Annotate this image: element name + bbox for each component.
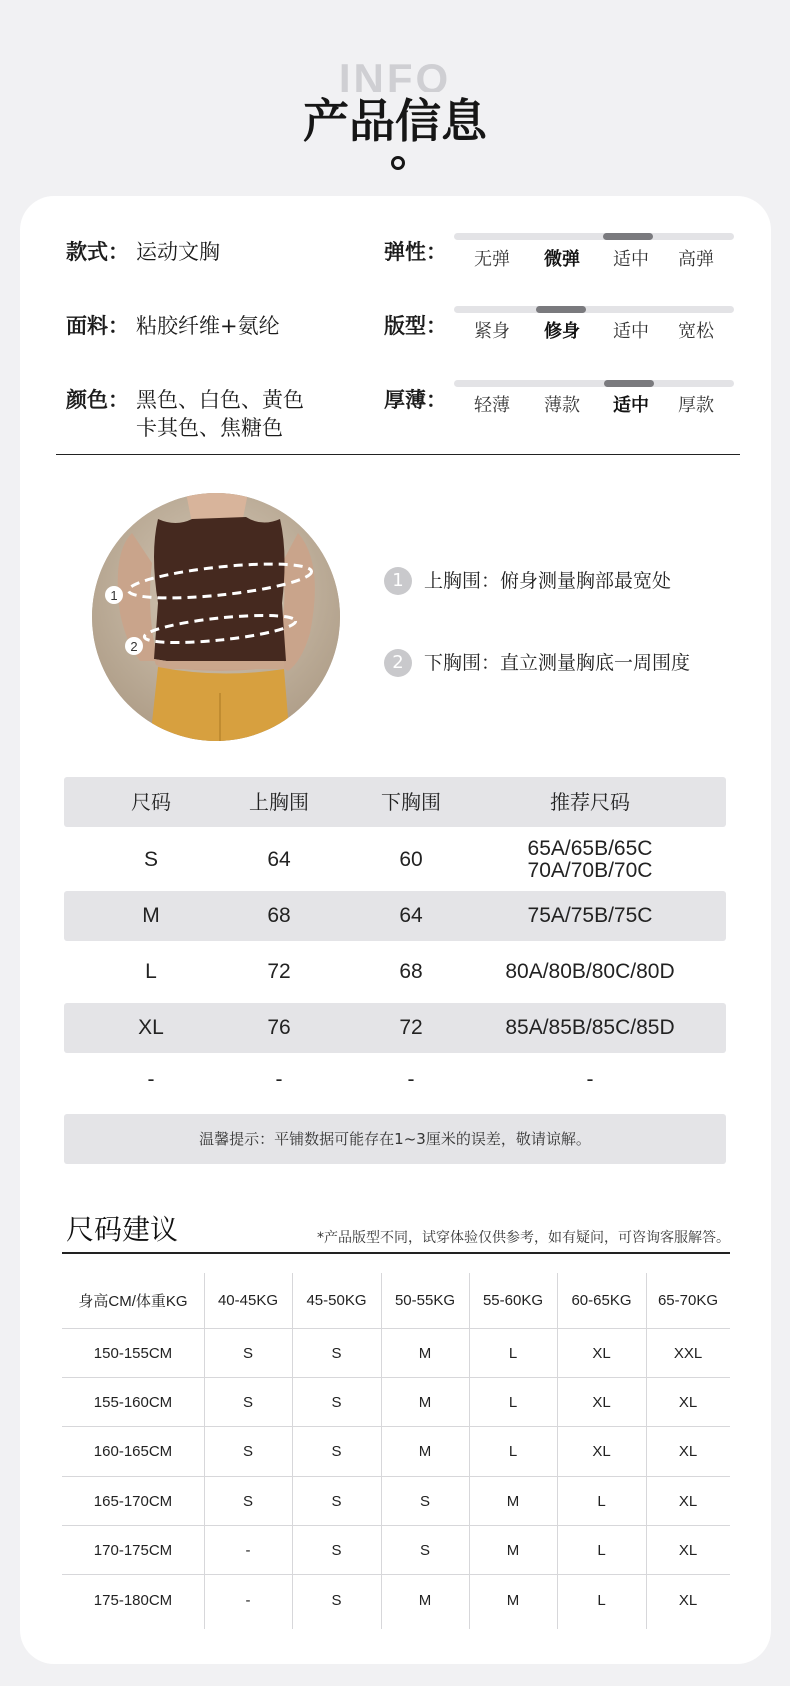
size-cell: S [242, 1492, 253, 1510]
size-cell: S [331, 1393, 342, 1411]
height-cell: 155-160CM [93, 1393, 173, 1411]
header-cell: 55-60KG [482, 1292, 544, 1309]
lower-cell: - [407, 1068, 415, 1091]
header-cell: 身高CM/体重KG [78, 1293, 188, 1310]
upper-cell: 76 [267, 1016, 291, 1039]
size-cell: S [242, 1443, 253, 1460]
scale-option: 微弹 [544, 249, 580, 270]
rec-line1: 65A/65B/65C [527, 837, 653, 860]
attr-label: 颜色： [66, 388, 129, 412]
height-cell: 170-175CM [93, 1541, 173, 1559]
size-cell: L [597, 1591, 606, 1609]
header-watermark: INFO [338, 58, 452, 92]
scale-option: 无弹 [474, 249, 510, 270]
measure-note-text: 上胸围：俯身测量胸部最宽处 [424, 570, 672, 592]
size-cell: M [418, 1591, 432, 1609]
size-cell: L [597, 1492, 606, 1510]
section-note: *产品版型不同，试穿体验仅供参考，如有疑问，可咨询客服解答。 [317, 1230, 730, 1246]
scale-track-fit [454, 306, 734, 313]
measurement-photo [92, 493, 340, 741]
recommend-table [62, 1273, 730, 1629]
scale-track-elasticity [454, 233, 734, 240]
measure-note-lower [384, 649, 690, 677]
size-cell: M [506, 1492, 520, 1510]
scale-option: 薄款 [544, 395, 580, 416]
rec-cell: - [586, 1068, 594, 1091]
marker-1: 1 [110, 588, 118, 603]
attr-style [66, 238, 366, 268]
section-divider [56, 454, 740, 455]
lower-cell: 72 [399, 1016, 423, 1039]
size-tip: 温馨提示：平铺数据可能存在1~3厘米的误差，敬请谅解。 [64, 1114, 726, 1164]
number-badge: 1 [384, 567, 412, 595]
header-cell: 40-45KG [217, 1292, 279, 1309]
measure-note-text: 下胸围：直立测量胸底一周围度 [424, 652, 691, 674]
size-cell: S [331, 1591, 342, 1609]
header-cell: 45-50KG [306, 1292, 367, 1309]
table-row [64, 947, 726, 997]
upper-cell: - [275, 1068, 283, 1091]
header-cell: 尺码 [131, 790, 171, 814]
size-cell: M [506, 1541, 520, 1559]
table-row [62, 1378, 730, 1427]
size-cell: M [142, 904, 160, 927]
attr-value: 运动文胸 [136, 240, 220, 264]
size-cell: M [418, 1344, 432, 1362]
section-title: 尺码建议 [66, 1213, 179, 1246]
size-cell: L [145, 960, 157, 983]
header-cell: 上胸围 [249, 790, 309, 814]
measure-note-upper [384, 567, 671, 595]
title-dot-icon [391, 156, 405, 170]
size-cell: S [419, 1541, 430, 1559]
size-cell: L [597, 1541, 606, 1559]
scale-option: 紧身 [474, 321, 510, 342]
scale-option: 适中 [613, 395, 649, 416]
attr-value: 黑色、白色、黄色 [136, 388, 304, 412]
table-row [62, 1575, 730, 1625]
size-cell: L [508, 1443, 518, 1460]
lower-cell: 68 [399, 960, 423, 983]
number-badge: 2 [384, 649, 412, 677]
size-cell: XL [138, 1016, 164, 1039]
lower-cell: 64 [399, 904, 423, 927]
attr-label: 面料： [66, 314, 129, 338]
table-row [64, 1003, 726, 1053]
rec-cell: 80A/80B/80C/80D [505, 960, 675, 983]
model-illustration [92, 493, 340, 741]
size-cell: L [508, 1393, 518, 1411]
table-row [62, 1427, 730, 1477]
marker-2: 2 [130, 639, 138, 654]
size-cell: XL [592, 1393, 611, 1411]
table-header [62, 1273, 730, 1329]
attr-colors [66, 386, 366, 446]
scale-indicator [536, 306, 586, 313]
size-cell: - [147, 1068, 155, 1091]
attr-label: 款式： [66, 240, 129, 264]
scale-option: 厚款 [678, 395, 714, 416]
height-cell: 150-155CM [93, 1344, 173, 1362]
scale-option: 宽松 [678, 321, 714, 342]
size-cell: XL [678, 1541, 698, 1559]
size-cell: S [331, 1541, 342, 1559]
size-table-header [64, 777, 726, 827]
size-table [64, 777, 726, 1091]
scale-label-elasticity: 弹性： [384, 240, 447, 264]
height-cell: 160-165CM [93, 1443, 173, 1460]
table-row [62, 1526, 730, 1575]
size-cell: M [418, 1443, 432, 1460]
scale-indicator [604, 380, 654, 387]
page-title: 产品信息 [303, 94, 487, 148]
header-cell: 50-55KG [394, 1292, 456, 1309]
rec-line2: 70A/70B/70C [527, 859, 653, 882]
size-cell: XL [678, 1393, 698, 1411]
size-cell: M [418, 1393, 432, 1411]
size-cell: S [419, 1492, 430, 1510]
header-cell: 60-65KG [571, 1292, 632, 1309]
lower-cell: 60 [399, 848, 423, 871]
scale-option: 适中 [613, 321, 649, 342]
header-cell: 推荐尺码 [550, 790, 630, 814]
height-cell: 165-170CM [93, 1492, 173, 1510]
scale-label-fit: 版型： [384, 314, 447, 338]
size-cell: XL [678, 1492, 698, 1510]
table-row [62, 1329, 730, 1378]
size-cell: M [506, 1591, 520, 1609]
table-row [64, 891, 726, 941]
header-cell: 下胸围 [381, 790, 441, 814]
scale-option: 轻薄 [474, 395, 510, 416]
attr-fabric [66, 312, 366, 342]
rec-cell: 85A/85B/85C/85D [505, 1016, 675, 1039]
size-cell: XL [678, 1591, 698, 1609]
height-cell: 175-180CM [93, 1591, 173, 1609]
attr-value: 粘胶纤维+氨纶 [136, 314, 280, 338]
size-cell: XL [678, 1443, 698, 1460]
rec-cell: 75A/75B/75C [527, 904, 653, 927]
upper-cell: 72 [267, 960, 291, 983]
table-row [62, 1477, 730, 1526]
size-cell: L [508, 1344, 518, 1362]
section-rule [62, 1252, 730, 1254]
upper-cell: 68 [267, 904, 291, 927]
size-cell: S [331, 1443, 342, 1460]
size-cell: XL [592, 1443, 611, 1460]
size-cell: - [245, 1541, 251, 1559]
table-row [64, 829, 726, 891]
size-cell: - [245, 1591, 251, 1609]
upper-cell: 64 [267, 848, 291, 871]
size-cell: S [331, 1492, 342, 1510]
attr-value-line2: 卡其色、焦糖色 [136, 416, 283, 440]
size-cell: S [242, 1393, 253, 1411]
size-cell: S [143, 848, 158, 871]
header-cell: 65-70KG [657, 1292, 719, 1309]
size-cell: S [331, 1344, 342, 1362]
scale-track-thickness [454, 380, 734, 387]
scale-option: 修身 [544, 321, 580, 342]
scale-option: 高弹 [678, 249, 714, 270]
size-cell: S [242, 1344, 253, 1362]
rec-cell [480, 829, 700, 891]
scale-option: 适中 [613, 249, 649, 270]
scale-indicator [603, 233, 653, 240]
size-cell: XL [592, 1344, 611, 1362]
size-cell: XXL [673, 1344, 703, 1362]
scale-label-thickness: 厚薄： [384, 388, 447, 412]
table-row [64, 1057, 726, 1103]
